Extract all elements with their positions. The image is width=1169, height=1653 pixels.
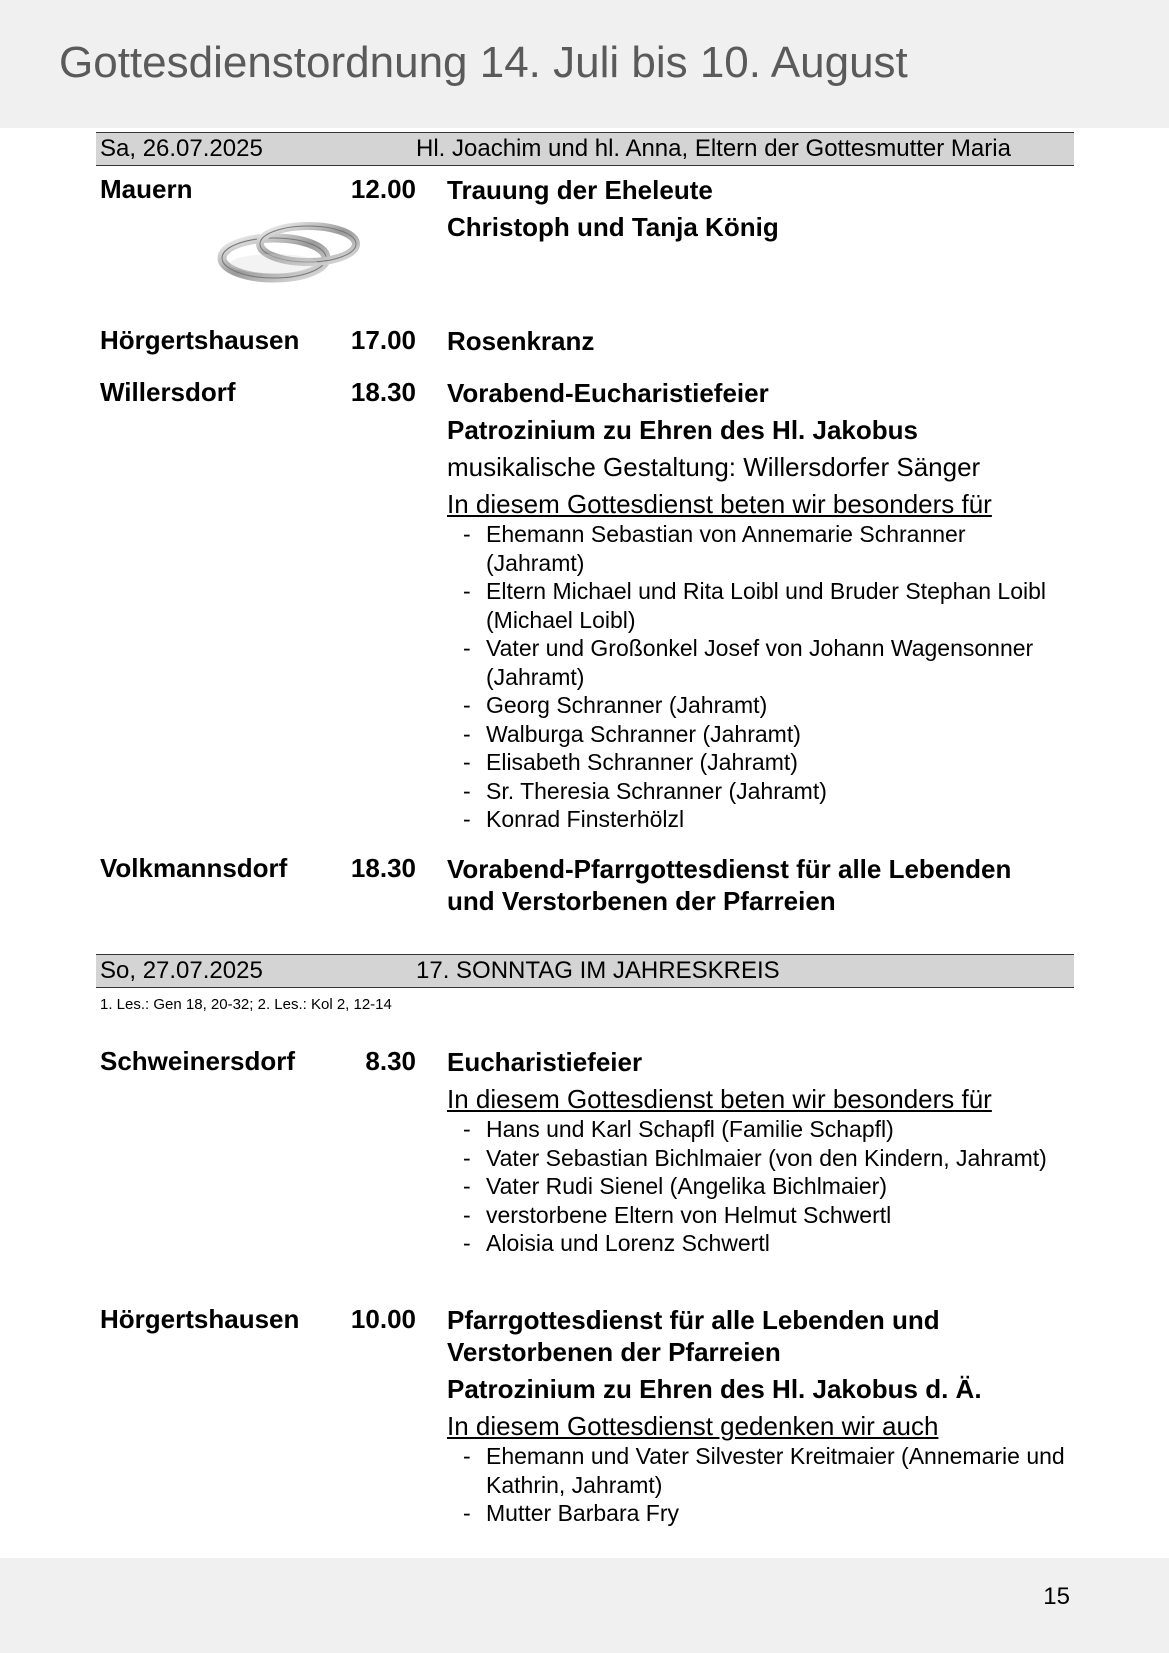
page-number: 15 <box>1043 1583 1070 1610</box>
footer-band <box>0 1558 1169 1653</box>
page-title: Gottesdienstordnung 14. Juli bis 10. August <box>59 38 908 87</box>
intention-item: - Eltern Michael und Rita Loibl und Bruder Stephan Loibl (Michael Loibl) <box>447 577 1067 634</box>
service-time: 10.00 <box>350 1304 416 1334</box>
service-place: Hörgertshausen <box>100 1304 300 1334</box>
service-line: Verstorbenen der Pfarreien <box>447 1337 781 1367</box>
intention-list <box>447 520 1067 834</box>
day-feast: 17. SONNTAG IM JAHRESKREIS <box>416 957 780 984</box>
intention-item: - Konrad Finsterhölzl <box>447 805 1067 834</box>
intention-item: - Hans und Karl Schapfl (Familie Schapfl) <box>447 1115 1067 1144</box>
service-line: Patrozinium zu Ehren des Hl. Jakobus d. Ä. <box>447 1374 982 1404</box>
scripture-readings: 1. Les.: Gen 18, 20-32; 2. Les.: Kol 2, 12-14 <box>100 996 392 1013</box>
intention-item: - Ehemann und Vater Silvester Kreitmaier (Annemarie und Kathrin, Jahramt) <box>447 1442 1067 1499</box>
intention-item: - Vater und Großonkel Josef von Johann Wagensonner (Jahramt) <box>447 634 1067 691</box>
service-description <box>447 1304 1067 1528</box>
intention-item: - Sr. Theresia Schranner (Jahramt) <box>447 777 1067 806</box>
service-description <box>447 174 1067 248</box>
intention-item: - Aloisia und Lorenz Schwertl <box>447 1229 1067 1258</box>
day-date: Sa, 26.07.2025 <box>100 135 263 162</box>
service-note: musikalische Gestaltung: Willersdorfer Sänger <box>447 452 981 482</box>
service-line: Vorabend-Eucharistiefeier <box>447 378 769 408</box>
service-place: Willersdorf <box>100 377 236 407</box>
service-place: Schweinersdorf <box>100 1046 296 1076</box>
day-date: So, 27.07.2025 <box>100 957 263 984</box>
service-place: Mauern <box>100 174 193 204</box>
service-line: Rosenkranz <box>447 326 595 356</box>
intention-item: - Elisabeth Schranner (Jahramt) <box>447 748 1067 777</box>
intention-item: - Ehemann Sebastian von Annemarie Schranner (Jahramt) <box>447 520 1067 577</box>
service-place: Hörgertshausen <box>100 325 300 355</box>
intention-heading: In diesem Gottesdienst gedenken wir auch <box>447 1411 939 1441</box>
service-description <box>447 325 1067 362</box>
intention-item: - Georg Schranner (Jahramt) <box>447 691 1067 720</box>
intention-list <box>447 1442 1067 1528</box>
intention-item: - Vater Sebastian Bichlmaier (von den Kindern, Jahramt) <box>447 1144 1067 1173</box>
service-line: Eucharistiefeier <box>447 1047 643 1077</box>
intention-item: - Mutter Barbara Fry <box>447 1499 1067 1528</box>
intention-item: - Vater Rudi Sienel (Angelika Bichlmaier) <box>447 1172 1067 1201</box>
service-line: Trauung der Eheleute <box>447 175 713 205</box>
day-header <box>96 132 1074 166</box>
wedding-rings-icon <box>216 206 366 286</box>
service-line: Christoph und Tanja König <box>447 212 779 242</box>
service-line: Vorabend-Pfarrgottesdienst für alle Lebenden <box>447 854 1012 884</box>
intention-heading: In diesem Gottesdienst beten wir besonders für <box>447 489 992 519</box>
service-line: und Verstorbenen der Pfarreien <box>447 886 836 916</box>
service-description <box>447 377 1067 834</box>
service-line: Pfarrgottesdienst für alle Lebenden und <box>447 1305 940 1335</box>
service-place: Volkmannsdorf <box>100 853 288 883</box>
service-time: 17.00 <box>350 325 416 355</box>
service-description <box>447 853 1067 922</box>
service-time: 12.00 <box>350 174 416 204</box>
service-time: 8.30 <box>365 1046 416 1076</box>
intention-item: - verstorbene Eltern von Helmut Schwertl <box>447 1201 1067 1230</box>
day-header <box>96 954 1074 988</box>
service-description <box>447 1046 1067 1258</box>
service-line: Patrozinium zu Ehren des Hl. Jakobus <box>447 415 918 445</box>
intention-heading: In diesem Gottesdienst beten wir besonders für <box>447 1084 992 1114</box>
intention-list <box>447 1115 1067 1258</box>
day-feast: Hl. Joachim und hl. Anna, Eltern der Gottesmutter Maria <box>416 135 1011 162</box>
service-time: 18.30 <box>350 377 416 407</box>
intention-item: - Walburga Schranner (Jahramt) <box>447 720 1067 749</box>
service-time: 18.30 <box>350 853 416 883</box>
